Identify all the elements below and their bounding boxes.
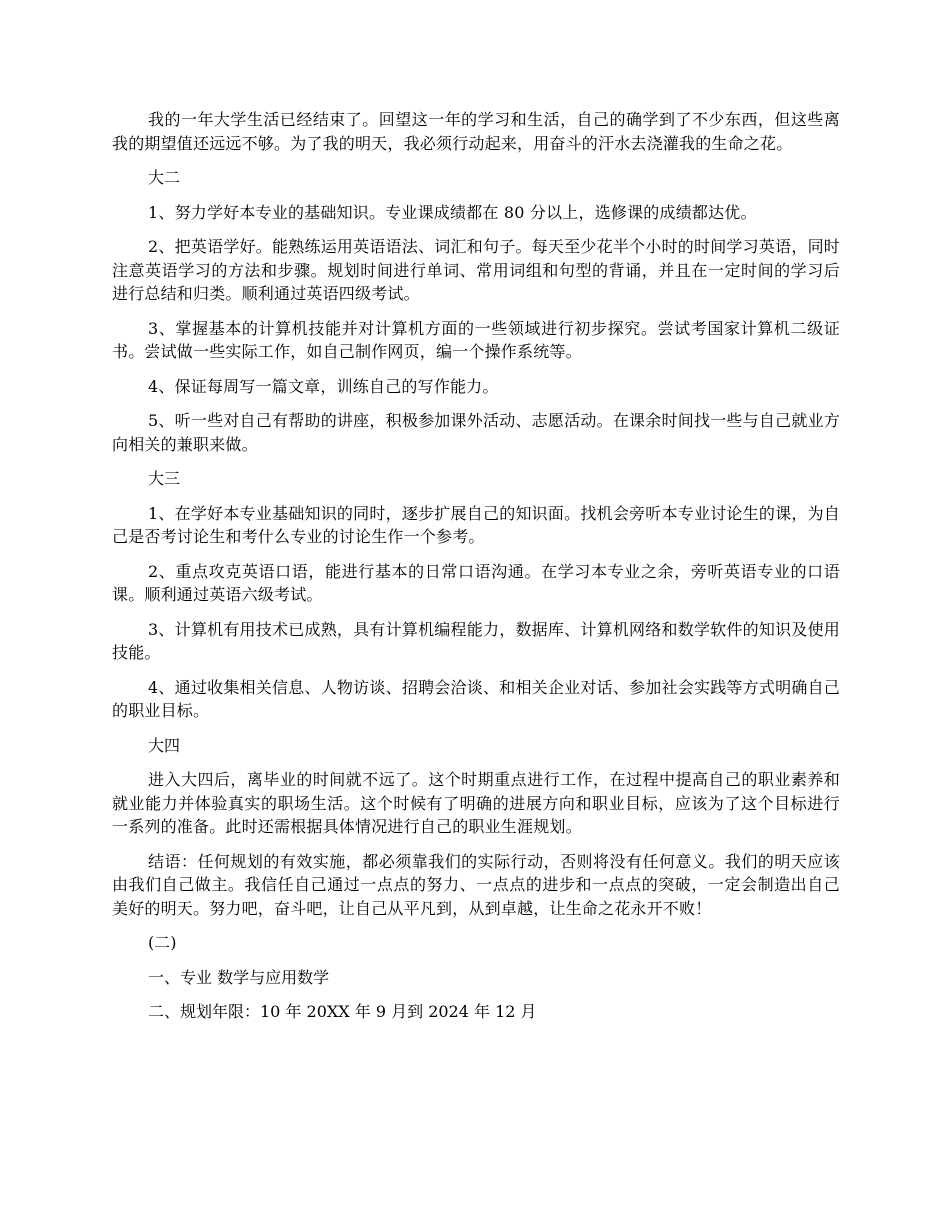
paragraph: 3、计算机有用技术已成熟，具有计算机编程能力，数据库、计算机网络和数学软件的知识及使用技能。 (112, 619, 840, 662)
paragraph: 2、把英语学好。能熟练运用英语语法、词汇和句子。每天至少花半个小时的时间学习英语，同时注意英语学习的方法和步骤。规划时间进行单词、常用词组和句型的背诵，并且在一定时间的学习后进行总结和归类。顺利通过英语四级考试。 (112, 237, 840, 303)
section-heading: (二) (148, 933, 177, 952)
document-body (112, 108, 840, 1035)
paragraph: 2、重点攻克英语口语，能进行基本的日常口语沟通。在学习本专业之余，旁听英语专业的口语课。顺利通过英语六级考试。 (112, 561, 840, 604)
paragraph: 我的一年大学生活已经结束了。回望这一年的学习和生活，自己的确学到了不少东西，但这些离我的期望值还远远不够。为了我的明天，我必须行动起来，用奋斗的汗水去浇灌我的生命之花。 (112, 110, 840, 153)
paragraph: 3、掌握基本的计算机技能并对计算机方面的一些领域进行初步探究。尝试考国家计算机二级证书。尝试做一些实际工作，如自己制作网页，编一个操作系统等。 (112, 318, 840, 361)
section-heading: 二、规划年限：10 年 20XX 年 9 月到 2024 年 12 月 (148, 1002, 537, 1021)
paragraph: 结语：任何规划的有效实施，都必须靠我们的实际行动，否则将没有任何意义。我们的明天应该由我们自己做主。我信任自己通过一点点的努力、一点点的进步和一点点的突破，一定会制造出自己美好的明天。努力吧，奋斗吧，让自己从平凡到，从到卓越，让生命之花永开不败！ (112, 851, 840, 918)
paragraph: 进入大四后，离毕业的时间就不远了。这个时期重点进行工作，在过程中提高自己的职业素养和就业能力并体验真实的职场生活。这个时候有了明确的进展方向和职业目标，应该为了这个目标进行一系列的准备。此时还需根据具体情况进行自己的职业生涯规划。 (112, 770, 840, 836)
section-heading: 大四 (148, 735, 181, 755)
paragraph: 1、努力学好本专业的基础知识。专业课成绩都在 80 分以上，选修课的成绩都达优。 (148, 202, 757, 222)
section-heading: 大二 (148, 168, 181, 187)
paragraph: 1、在学好本专业基础知识的同时，逐步扩展自己的知识面。找机会旁听本专业讨论生的课，为自己是否考讨论生和考什么专业的讨论生作一个参考。 (112, 503, 840, 546)
section-heading: 大三 (148, 469, 181, 488)
section-heading: 一、专业 数学与应用数学 (148, 967, 330, 987)
paragraph: 5、听一些对自己有帮助的讲座，积极参加课外活动、志愿活动。在课余时间找一些与自己就业方向相关的兼职来做。 (112, 411, 840, 454)
paragraph: 4、通过收集相关信息、人物访谈、招聘会洽谈、和相关企业对话、参加社会实践等方式明确自己的职业目标。 (112, 677, 840, 720)
paragraph: 4、保证每周写一篇文章，训练自己的写作能力。 (148, 376, 499, 396)
